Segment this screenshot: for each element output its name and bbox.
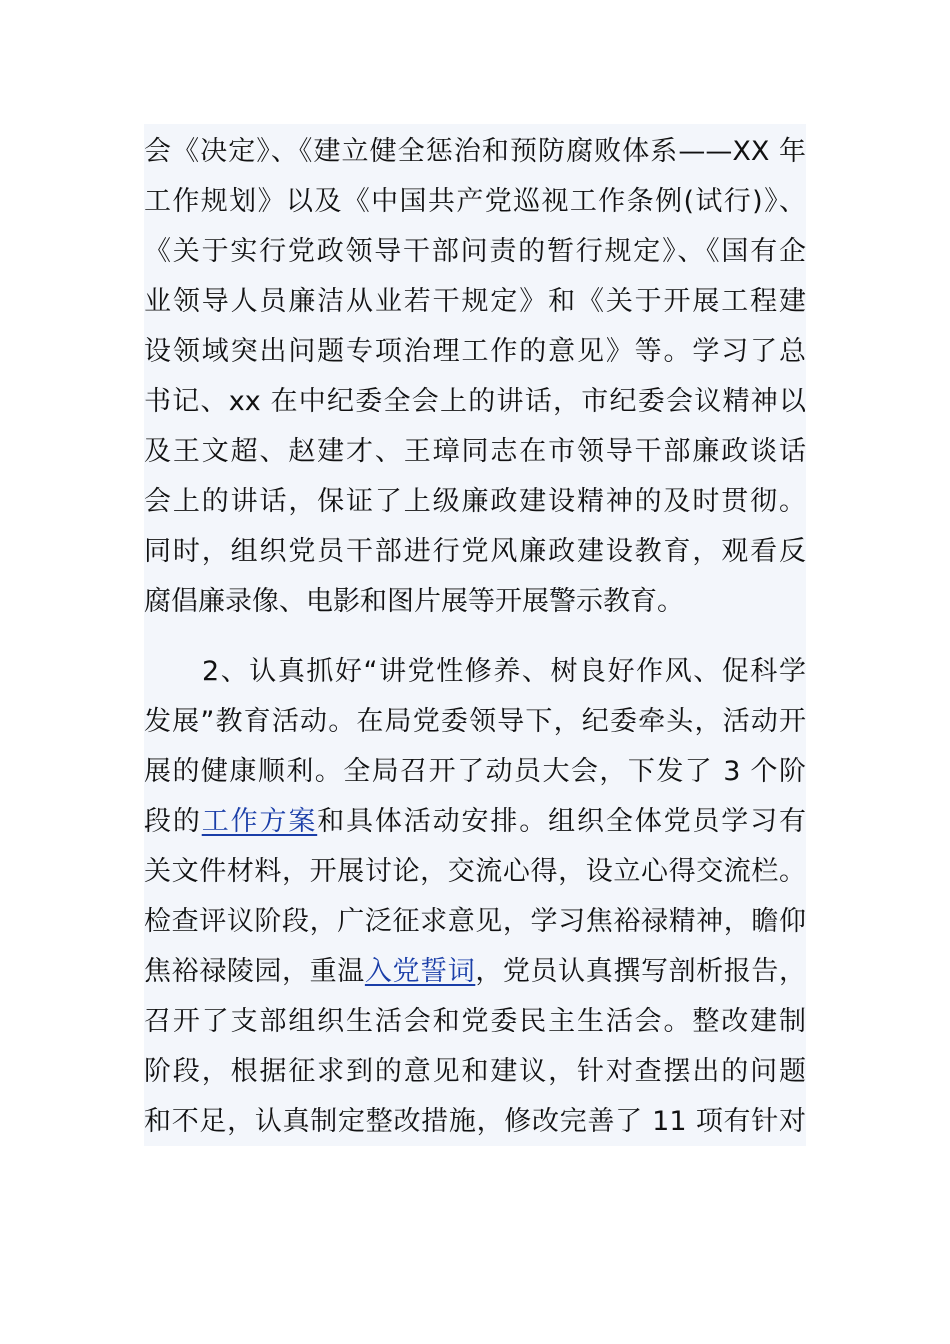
paragraph2-line-7 (144, 947, 806, 997)
paragraph1-line-5: 设领域突出问题专项治理工作的意见》等。学习了总 (144, 336, 806, 367)
paragraph1-line-10: 腐倡廉录像、电影和图片展等开展警示教育。 (144, 586, 684, 617)
paragraph1-line-6: 书记、xx 在中纪委全会上的讲话，市纪委会议精神以 (144, 386, 806, 417)
paragraph2-line-10: 和不足，认真制定整改措施，修改完善了 11 项有针对 (144, 1106, 806, 1137)
paragraph2-line-9: 阶段，根据征求到的意见和建议，针对查摆出的问题 (144, 1056, 806, 1087)
paragraph2-line-3: 展的健康顺利。全局召开了动员大会，下发了 3 个阶 (144, 756, 806, 787)
paragraph2-line-2: 发展”教育活动。在局党委领导下，纪委牵头，活动开 (144, 706, 806, 737)
paragraph1-line-8: 会上的讲话，保证了上级廉政建设精神的及时贯彻。 (144, 486, 806, 517)
work-plan-link[interactable]: 工作方案 (201, 806, 318, 837)
paragraph1-line-3: 《关于实行党政领导干部问责的暂行规定》、《国有企 (144, 236, 806, 267)
paragraph2-line-4 (144, 797, 806, 847)
paragraph2-line-6: 检查评议阶段，广泛征求意见，学习焦裕禄精神，瞻仰 (144, 906, 806, 937)
paragraph2-line-7-text-before: 焦裕禄陵园，重温 (144, 956, 365, 987)
paragraph1-line-9: 同时，组织党员干部进行党风廉政建设教育，观看反 (144, 536, 806, 567)
paragraph2-line-4-text-after: 和具体活动安排。组织全体党员学习有 (317, 806, 806, 837)
paragraph1-line-2: 工作规划》以及《中国共产党巡视工作条例(试行)》、 (144, 186, 806, 217)
document-text-block (144, 124, 806, 1146)
paragraph2-line-4-text-before: 段的 (144, 806, 202, 837)
paragraph1-line-7: 及王文超、赵建才、王璋同志在市领导干部廉政谈话 (144, 436, 806, 467)
paragraph1-line-4: 业领导人员廉洁从业若干规定》和《关于开展工程建 (144, 286, 806, 317)
paragraph1-line-1: 会《决定》、《建立健全惩治和预防腐败体系——XX 年 (144, 136, 806, 167)
paragraph2-line-5: 关文件材料，开展讨论，交流心得，设立心得交流栏。 (144, 856, 806, 887)
paragraph2-line-1: 2、认真抓好“讲党性修养、树良好作风、促科学 (202, 656, 806, 687)
paragraph2-line-7-text-after: ，党员认真撰写剖析报告， (475, 956, 806, 987)
paragraph2-line-8: 召开了支部组织生活会和党委民主生活会。整改建制 (144, 1006, 806, 1037)
party-oath-link[interactable]: 入党誓词 (364, 956, 476, 987)
